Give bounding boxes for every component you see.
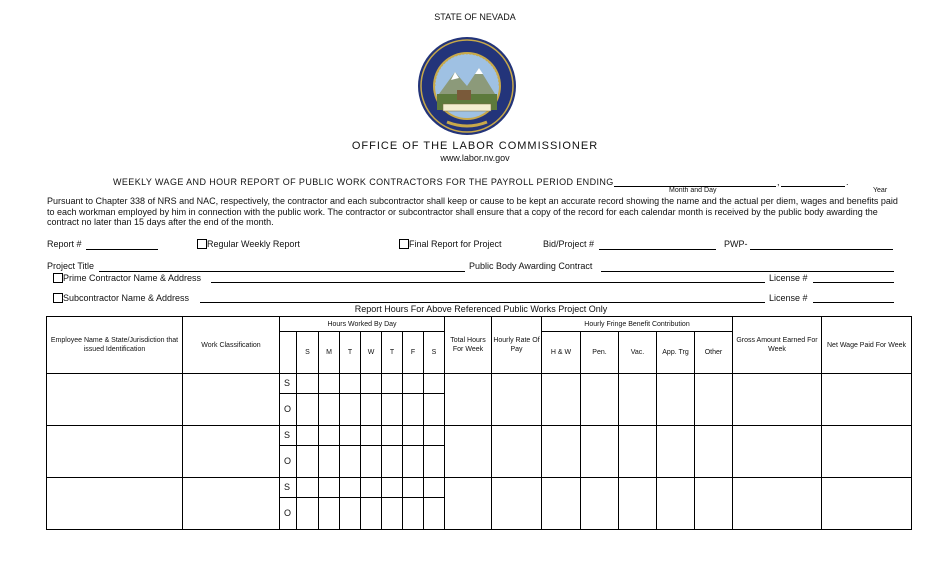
day-header: W — [361, 332, 382, 374]
gross-cell[interactable] — [733, 426, 822, 478]
hours-type-label: O — [280, 498, 297, 530]
employee-cell[interactable] — [47, 478, 183, 530]
table-body — [47, 374, 912, 530]
day-hours-cell[interactable] — [424, 394, 445, 426]
day-hours-cell[interactable] — [319, 426, 340, 446]
regular-weekly-label: Regular Weekly Report — [207, 239, 300, 249]
table-row — [47, 478, 912, 498]
prime-contractor-label: Prime Contractor Name & Address — [63, 273, 202, 283]
hours-type-label: S — [280, 374, 297, 394]
day-hours-cell[interactable] — [297, 426, 319, 446]
subcontractor-field[interactable] — [200, 302, 765, 303]
day-hours-cell[interactable] — [424, 374, 445, 394]
bid-project-label: Bid/Project # — [543, 239, 595, 249]
hourly-rate-cell[interactable] — [492, 426, 542, 478]
fringe-col-header: App. Trg — [657, 332, 695, 374]
license-2-field[interactable] — [813, 302, 894, 303]
gross-cell[interactable] — [733, 374, 822, 426]
fringe-header: Hourly Fringe Benefit Contribution — [542, 317, 733, 332]
report-title: WEEKLY WAGE AND HOUR REPORT OF PUBLIC WORK CONTRACTORS FOR THE PAYROLL PERIOD ENDING — [113, 177, 614, 187]
day-hours-cell[interactable] — [424, 478, 445, 498]
day-hours-cell[interactable] — [319, 446, 340, 478]
day-hours-cell[interactable] — [382, 394, 403, 426]
day-hours-cell[interactable] — [297, 478, 319, 498]
hours-type-label: O — [280, 394, 297, 426]
final-report-label: Final Report for Project — [409, 239, 502, 249]
day-hours-cell[interactable] — [297, 446, 319, 478]
fringe-cell[interactable] — [657, 426, 695, 478]
day-hours-cell[interactable] — [361, 498, 382, 530]
pwp-label: PWP- — [724, 239, 748, 249]
day-hours-cell[interactable] — [297, 394, 319, 426]
website-link[interactable]: www.labor.nv.gov — [440, 153, 510, 163]
fringe-cell[interactable] — [542, 478, 581, 530]
day-hours-cell[interactable] — [382, 426, 403, 446]
day-spacer-cell — [280, 332, 297, 374]
day-hours-cell[interactable] — [340, 478, 361, 498]
day-hours-cell[interactable] — [403, 374, 424, 394]
project-title-label: Project Title — [47, 261, 95, 271]
day-header: S — [424, 332, 445, 374]
pwp-field[interactable] — [750, 249, 893, 250]
classification-cell[interactable] — [183, 478, 280, 530]
date-comma: , — [777, 177, 780, 187]
public-body-field[interactable] — [601, 271, 894, 272]
classification-cell[interactable] — [183, 426, 280, 478]
day-hours-cell[interactable] — [382, 498, 403, 530]
day-hours-cell[interactable] — [382, 374, 403, 394]
fringe-cell[interactable] — [657, 478, 695, 530]
day-hours-cell[interactable] — [403, 498, 424, 530]
prime-contractor-checkbox[interactable] — [53, 273, 63, 283]
day-hours-cell[interactable] — [297, 498, 319, 530]
total-hours-cell[interactable] — [445, 374, 492, 426]
bid-project-field[interactable] — [599, 249, 716, 250]
regular-weekly-checkbox[interactable] — [197, 239, 207, 249]
table-row — [47, 426, 912, 446]
fringe-col-header: Pen. — [581, 332, 619, 374]
gross-cell[interactable] — [733, 478, 822, 530]
day-hours-cell[interactable] — [340, 394, 361, 426]
fringe-cell[interactable] — [581, 426, 619, 478]
hours-type-label: O — [280, 446, 297, 478]
total-hours-header: Total Hours For Week — [445, 317, 492, 374]
day-hours-cell[interactable] — [403, 394, 424, 426]
license-2-label: License # — [769, 293, 808, 303]
hourly-rate-cell[interactable] — [492, 478, 542, 530]
year-label: Year — [873, 187, 888, 194]
employee-cell[interactable] — [47, 374, 183, 426]
month-day-label: Month and Day — [669, 187, 717, 194]
table-caption: Report Hours For Above Referenced Public Works Project Only — [354, 304, 608, 314]
fringe-cell[interactable] — [542, 374, 581, 426]
prime-contractor-field[interactable] — [211, 282, 765, 283]
total-hours-cell[interactable] — [445, 478, 492, 530]
day-hours-cell[interactable] — [382, 478, 403, 498]
day-header: M — [319, 332, 340, 374]
fringe-col-header: Vac. — [619, 332, 657, 374]
day-hours-cell[interactable] — [340, 426, 361, 446]
employee-header: Employee Name & State/Jurisdiction that issued Identification — [47, 317, 183, 374]
day-header: T — [382, 332, 403, 374]
license-1-label: License # — [769, 273, 808, 283]
net-cell[interactable] — [822, 478, 912, 530]
day-hours-cell[interactable] — [361, 446, 382, 478]
day-hours-cell[interactable] — [361, 394, 382, 426]
day-hours-cell[interactable] — [403, 478, 424, 498]
day-hours-cell[interactable] — [361, 374, 382, 394]
hourly-rate-cell[interactable] — [492, 374, 542, 426]
day-hours-cell[interactable] — [340, 374, 361, 394]
fringe-cell[interactable] — [695, 426, 733, 478]
fringe-cell[interactable] — [619, 426, 657, 478]
fringe-cell[interactable] — [542, 426, 581, 478]
day-hours-cell[interactable] — [319, 478, 340, 498]
public-body-label: Public Body Awarding Contract — [469, 261, 593, 271]
state-title: STATE OF NEVADA — [434, 12, 516, 22]
fringe-cell[interactable] — [581, 478, 619, 530]
fringe-cell[interactable] — [695, 478, 733, 530]
classification-cell[interactable] — [183, 374, 280, 426]
day-hours-cell[interactable] — [297, 374, 319, 394]
day-header: F — [403, 332, 424, 374]
hours-worked-header: Hours Worked By Day — [280, 317, 445, 332]
day-hours-cell[interactable] — [319, 394, 340, 426]
fringe-cell[interactable] — [619, 478, 657, 530]
hours-table — [46, 316, 912, 530]
employee-cell[interactable] — [47, 426, 183, 478]
table-row — [47, 374, 912, 394]
gross-header: Gross Amount Earned For Week — [733, 317, 822, 374]
license-1-field[interactable] — [813, 282, 894, 283]
office-title: OFFICE OF THE LABOR COMMISSIONER — [351, 140, 599, 152]
fringe-cell[interactable] — [657, 374, 695, 426]
fringe-cell[interactable] — [619, 374, 657, 426]
day-hours-cell[interactable] — [424, 426, 445, 446]
net-cell[interactable] — [822, 426, 912, 478]
total-hours-cell[interactable] — [445, 426, 492, 478]
day-hours-cell[interactable] — [403, 446, 424, 478]
fringe-col-header: H & W — [542, 332, 581, 374]
day-header: S — [297, 332, 319, 374]
day-hours-cell[interactable] — [403, 426, 424, 446]
fringe-cell[interactable] — [581, 374, 619, 426]
day-hours-cell[interactable] — [319, 374, 340, 394]
final-report-checkbox[interactable] — [399, 239, 409, 249]
day-hours-cell[interactable] — [361, 426, 382, 446]
day-hours-cell[interactable] — [424, 498, 445, 530]
project-title-field[interactable] — [99, 271, 465, 272]
instructions-paragraph: Pursuant to Chapter 338 of NRS and NAC, respectively, the contractor and each subcontractor shall keep or cause to be kept an accurate record showing the name and the actual per diem, wages and benefits paid to each workman employed by him in connection with the public work. The contractor or subcontractor shall ensure that a copy of the record for each calendar month is received by the public body awarding the contract no later than 15 days after the end of the month. — [47, 196, 898, 227]
net-cell[interactable] — [822, 374, 912, 426]
day-hours-cell[interactable] — [382, 446, 403, 478]
classification-header: Work Classification — [183, 317, 280, 374]
day-hours-cell[interactable] — [319, 498, 340, 530]
day-hours-cell[interactable] — [340, 446, 361, 478]
day-hours-cell[interactable] — [340, 498, 361, 530]
report-number-label: Report # — [47, 239, 82, 249]
net-header: Net Wage Paid For Week — [822, 317, 912, 374]
hours-type-label: S — [280, 426, 297, 446]
fringe-col-header: Other — [695, 332, 733, 374]
hourly-rate-header: Hourly Rate Of Pay — [492, 317, 542, 374]
hours-type-label: S — [280, 478, 297, 498]
nevada-seal-logo — [417, 36, 517, 136]
year-field[interactable] — [781, 186, 845, 187]
day-header: T — [340, 332, 361, 374]
report-number-field[interactable] — [86, 249, 158, 250]
fringe-cell[interactable] — [695, 374, 733, 426]
day-hours-cell[interactable] — [361, 478, 382, 498]
day-hours-cell[interactable] — [424, 446, 445, 478]
subcontractor-label: Subcontractor Name & Address — [63, 293, 190, 303]
date-period: . — [846, 177, 849, 187]
subcontractor-checkbox[interactable] — [53, 293, 63, 303]
